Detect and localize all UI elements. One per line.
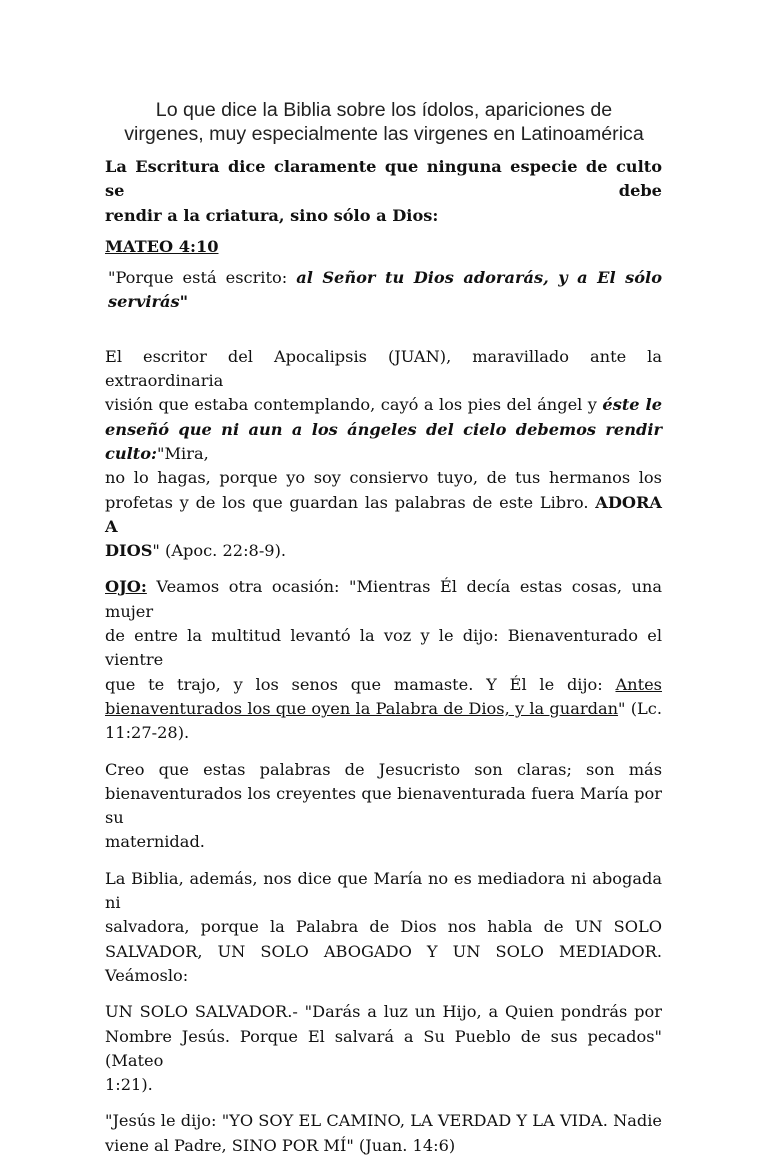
biblia-paragraph (105, 867, 662, 988)
text-line: bienaventurados los que oyen la Palabra de Dios, y la guardan" (Lc. (105, 698, 662, 718)
text-line: enseñó que ni aun a los ángeles del cielo debemos rendir culto:"Mira, (105, 419, 662, 463)
document-title (70, 98, 698, 146)
apocalipsis-paragraph (105, 345, 662, 564)
text-line: La Biblia, además, nos dice que María no es mediadora ni abogada ni (105, 868, 662, 913)
intro-paragraph (105, 155, 662, 228)
document-body (105, 155, 662, 1158)
text-line: La Escritura dice claramente que ninguna especie de culto se debe (105, 157, 662, 201)
text-line: profetas y de los que guardan las palabras de este Libro. ADORA A (105, 492, 662, 536)
text-line: SALVADOR, UN SOLO ABOGADO Y UN SOLO MEDIADOR. (105, 941, 662, 961)
text-line: OJO: Veamos otra ocasión: "Mientras Él decía estas cosas, una mujer (105, 577, 662, 621)
scripture-quote (105, 266, 662, 315)
scripture-reference: MATEO 4:10 (105, 236, 219, 256)
text-line: DIOS" (Apoc. 22:8-9). (105, 541, 287, 561)
text-line: maternidad. (105, 832, 205, 852)
quote-suffix: " (179, 292, 189, 312)
ojo-paragraph (105, 575, 662, 745)
text-line: UN SOLO SALVADOR.- "Darás a luz un Hijo, a Quien pondrás por (105, 1002, 662, 1022)
title-line: Lo que dice la Biblia sobre los ídolos, apariciones de (155, 99, 613, 121)
text-line: Veámoslo: (105, 965, 189, 985)
creo-paragraph (105, 758, 662, 855)
text-line: El escritor del Apocalipsis (JUAN), maravillado ante la extraordinaria (105, 346, 662, 391)
text-line: bienaventurados los creyentes que bienaventurada fuera María por su (105, 783, 662, 828)
text-line: 1:21). (105, 1075, 153, 1095)
text-line: de entre la multitud levantó la voz y le dijo: Bienaventurado el vientre (105, 626, 662, 670)
text-line: Creo que estas palabras de Jesucristo son claras; son más (105, 759, 662, 779)
text-line: "Jesús le dijo: "YO SOY EL CAMINO, LA VERDAD Y LA VIDA. Nadie (105, 1111, 662, 1131)
text-line: 11:27-28). (105, 723, 190, 743)
quote-prefix: "Porque está escrito: (108, 268, 297, 288)
title-line: virgenes, muy especialmente las virgenes en Latinoamérica (124, 123, 644, 145)
text-line: salvadora, porque la Palabra de Dios nos habla de UN SOLO (105, 917, 662, 937)
salvador-paragraph (105, 1000, 662, 1097)
ojo-label: OJO: (105, 577, 147, 597)
text-line: que te trajo, y los senos que mamaste. Y Él le dijo: Antes (105, 674, 662, 694)
text-line: Nombre Jesús. Porque El salvará a Su Pueblo de sus pecados" (Mateo (105, 1026, 662, 1070)
text-line: visión que estaba contemplando, cayó a los pies del ángel y éste le (105, 395, 662, 415)
text-line: no lo hagas, porque yo soy consiervo tuyo, de tus hermanos los (105, 468, 662, 488)
text-line: rendir a la criatura, sino sólo a Dios: (105, 205, 439, 225)
text-line: viene al Padre, SINO POR MÍ" (Juan. 14:6) (105, 1135, 456, 1155)
quote-emphasis: al Señor tu Dios adorarás, y a El sólo servirás (108, 268, 662, 312)
camino-paragraph (105, 1109, 662, 1158)
